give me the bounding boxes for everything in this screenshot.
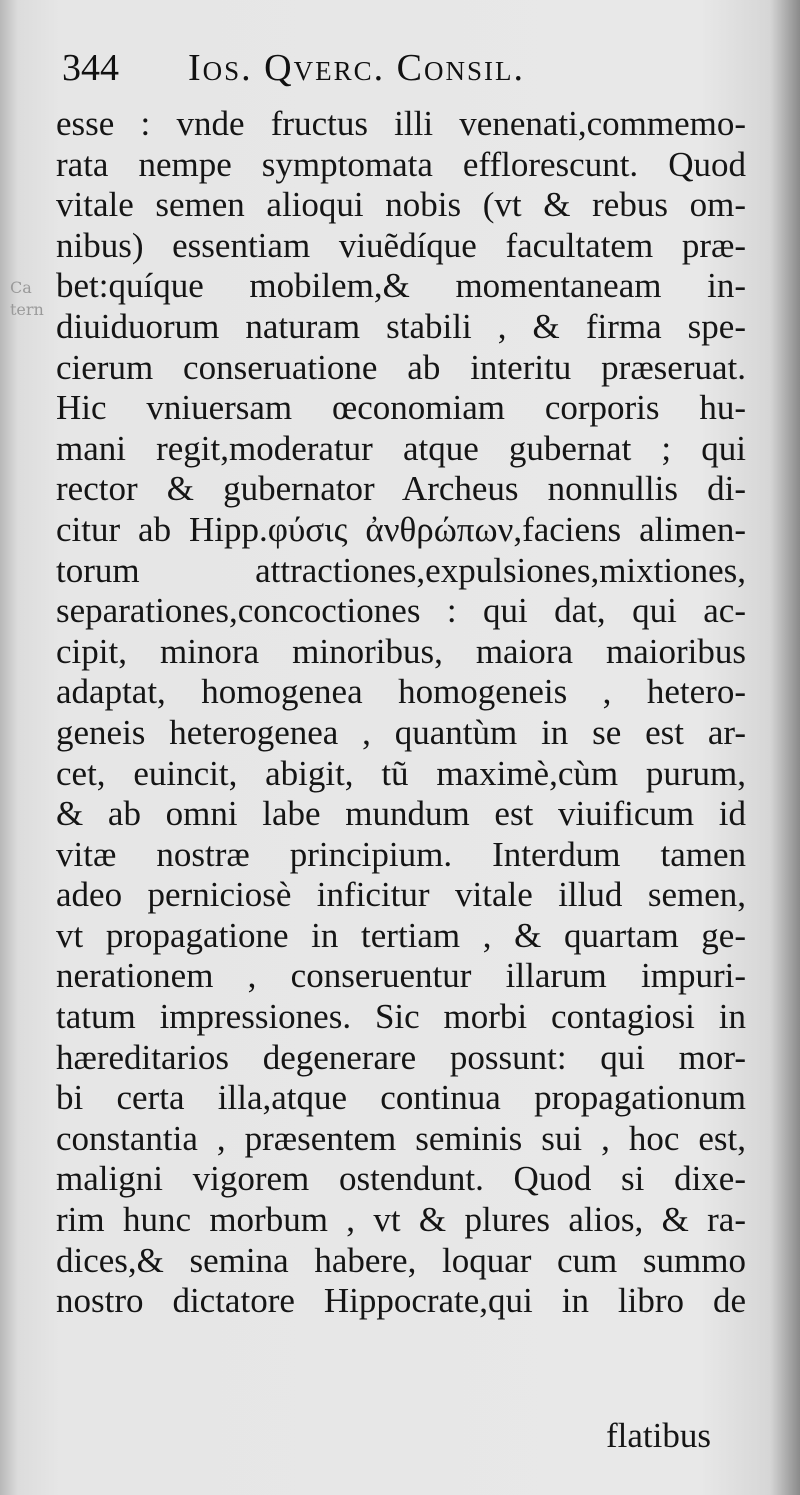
text-line: hæreditarios degenerare possunt: qui mor- [56,1037,746,1077]
text-line: torum attractiones,expulsiones,mixtiones, [56,550,746,590]
margin-note-fragment: Ca [10,278,32,297]
page-number: 344 [62,47,119,89]
text-line: & ab omni labe mundum est viuificum id [56,794,746,834]
text-line: vitæ nostræ principium. Interdum tamen [56,834,746,874]
text-line: nostro dictatore Hippocrate,qui in libro de [56,1281,746,1321]
margin-note-fragment: tern [10,300,44,319]
text-line: vt propagatione in tertiam , & quartam ge- [56,915,746,955]
text-line: tatum impressiones. Sic morbi contagiosi in [56,997,746,1037]
text-line: separationes,concoctiones : qui dat, qui ac- [56,591,746,631]
text-line: esse : vnde fructus illi venenati,commemo- [56,104,746,143]
text-line: geneis heterogenea , quantùm in se est ar- [56,712,746,752]
text-line: rim hunc morbum , vt & plures alios, & ra- [56,1200,746,1240]
body-text [56,104,746,1322]
running-head [62,46,762,98]
catchword: flatibus [606,1416,711,1455]
text-line: cet, euincit, abigit, tũ maximè,cùm purum, [56,753,746,793]
text-line: maligni vigorem ostendunt. Quod si dixe- [56,1159,746,1199]
text-line: vitale semen alioqui nobis (vt & rebus om- [56,185,746,225]
text-line: nerationem , conseruentur illarum impuri- [56,956,746,996]
text-line: mani regit,moderatur atque gubernat ; qui [56,428,746,468]
text-line: nibus) essentiam viuẽdíque facultatem præ- [56,225,746,265]
text-line: Hic vniuersam œconomiam corporis hu- [56,388,746,428]
text-line: adeo perniciosè inficitur vitale illud semen, [56,875,746,915]
text-line: cierum conseruatione ab interitu præseruat. [56,347,746,387]
text-line: bi certa illa,atque continua propagationum [56,1078,746,1118]
running-title: Ios. Qverc. Consil. [188,47,525,89]
text-line: rata nempe symptomata efflorescunt. Quod [56,144,746,184]
text-line: cipit, minora minoribus, maiora maioribus [56,631,746,671]
text-line: citur ab Hipp.φύσις ἀνθρώπων,faciens alimen- [56,509,746,549]
text-line: diuiduorum naturam stabili , & firma spe- [56,306,746,346]
text-line: rector & gubernator Archeus nonnullis di- [56,469,746,509]
text-line: constantia , præsentem seminis sui , hoc est, [56,1118,746,1158]
text-line: dices,& semina habere, loquar cum summo [56,1240,746,1280]
text-line: adaptat, homogenea homogeneis , hetero- [56,672,746,712]
text-line: bet:quíque mobilem,& momentaneam in- [56,266,746,306]
